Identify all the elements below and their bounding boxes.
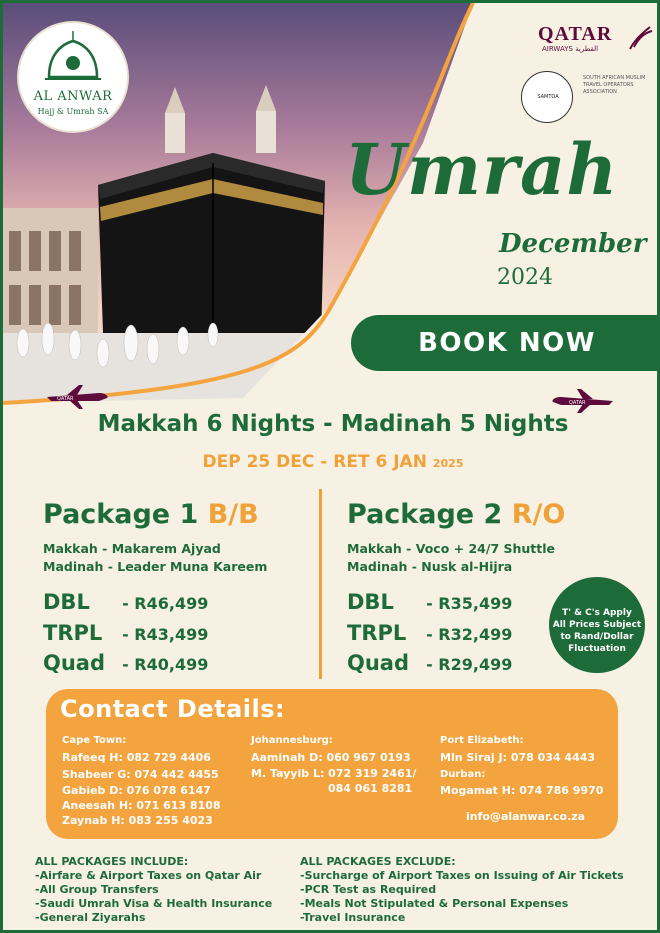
price-row xyxy=(43,621,208,645)
contact-line[interactable]: 084 061 8281 xyxy=(328,782,413,795)
seal-text: SAMTOA xyxy=(537,94,559,100)
price-row xyxy=(347,590,512,614)
hotel-makkah: Makkah - Voco + 24/7 Shuttle xyxy=(347,541,556,556)
room-type: TRPL xyxy=(347,621,407,645)
terms-line: T' & C's Apply xyxy=(562,608,632,618)
list-item: -Airfare & Airport Taxes on Qatar Air xyxy=(35,869,262,882)
al-anwar-logo xyxy=(19,23,127,131)
price-amount: - R40,499 xyxy=(122,655,209,674)
qatar-airways-logo xyxy=(538,23,658,57)
terms-line: All Prices Subject xyxy=(552,620,642,630)
dates-year: 2025 xyxy=(432,457,464,470)
excludes-list xyxy=(300,855,624,925)
contact-line[interactable]: Zaynab H: 083 255 4023 xyxy=(62,814,213,827)
room-type: Quad xyxy=(347,651,410,675)
association-caption: SOUTH AFRICAN MUSLIM TRAVEL OPERATORS ASSOCIATION xyxy=(583,75,646,95)
room-type: DBL xyxy=(347,590,394,614)
minaret-right xyxy=(256,111,276,153)
package-name: Package 2 xyxy=(347,499,503,530)
nights-summary: Makkah 6 Nights - Madinah 5 Nights xyxy=(97,411,569,437)
oryx-icon xyxy=(626,23,654,53)
city-label: Durban: xyxy=(440,769,486,780)
month-title: December xyxy=(499,229,647,259)
airline-name: QATAR xyxy=(538,23,613,45)
list-item: -Saudi Umrah Visa & Health Insurance xyxy=(35,897,273,910)
contact-line[interactable]: Shabeer G: 074 442 4455 xyxy=(62,768,219,781)
city-label: Cape Town: xyxy=(62,735,127,746)
plane-label: QATAR xyxy=(57,396,74,402)
year-title: 2024 xyxy=(497,265,553,290)
hotel-madinah: Madinah - Leader Muna Kareem xyxy=(43,559,268,574)
price-amount: - R32,499 xyxy=(426,625,513,644)
package-divider xyxy=(319,489,322,679)
contact-line[interactable]: Mln Siraj J: 078 034 4443 xyxy=(440,751,596,764)
package-board-code: B/B xyxy=(207,499,259,530)
list-item: -Meals Not Stipulated & Personal Expenses xyxy=(300,897,569,910)
price-amount: - R43,499 xyxy=(122,625,209,644)
list-item: -Travel Insurance xyxy=(300,911,406,924)
logo-name: AL ANWAR xyxy=(33,89,113,104)
city-label: Johannesburg: xyxy=(251,735,333,746)
book-now-button[interactable]: BOOK NOW xyxy=(351,315,660,371)
includes-list xyxy=(35,855,272,925)
excludes-title: ALL PACKAGES EXCLUDE: xyxy=(300,855,456,868)
plane-icon xyxy=(43,383,111,411)
mosque-dome-icon xyxy=(19,23,127,93)
hotel-makkah: Makkah - Makarem Ajyad xyxy=(43,541,221,556)
room-type: TRPL xyxy=(43,621,103,645)
hotel-madinah: Madinah - Nusk al-Hijra xyxy=(347,559,513,574)
price-amount: - R46,499 xyxy=(122,594,209,613)
logo-subtitle: Hajj & Umrah SA xyxy=(37,107,109,116)
terms-badge xyxy=(549,577,645,673)
list-item: -Surcharge of Airport Taxes on Issuing of Air Tickets xyxy=(300,869,624,882)
package-board-code: R/O xyxy=(511,499,566,530)
package-title xyxy=(43,499,267,530)
price-amount: - R35,499 xyxy=(426,594,513,613)
includes-title: ALL PACKAGES INCLUDE: xyxy=(35,855,189,868)
contact-line[interactable]: Gabieb D: 076 078 6147 xyxy=(62,784,211,797)
package-2 xyxy=(347,499,565,576)
price-row xyxy=(43,590,208,614)
price-row xyxy=(43,651,208,675)
price-amount: - R29,499 xyxy=(426,655,513,674)
package-1 xyxy=(43,499,267,576)
contact-panel xyxy=(46,689,618,839)
contact-line[interactable]: Rafeeq H: 082 729 4406 xyxy=(62,751,211,764)
umrah-title: Umrah xyxy=(345,128,619,211)
package-name: Package 1 xyxy=(43,499,199,530)
email-link[interactable]: info@alanwar.co.za xyxy=(466,810,586,823)
samtoa-seal xyxy=(521,71,573,123)
price-row xyxy=(347,621,512,645)
terms-line: Fluctuation xyxy=(568,644,626,654)
terms-line: to Rand/Dollar xyxy=(560,632,634,642)
travel-dates xyxy=(3,452,660,472)
city-label: Port Elizabeth: xyxy=(440,735,524,746)
hero-section xyxy=(3,3,660,413)
minaret-left xyxy=(165,113,185,153)
list-item: -PCR Test as Required xyxy=(300,883,437,896)
contact-line[interactable]: Aneesah H: 071 613 8108 xyxy=(62,799,221,812)
price-row xyxy=(347,651,512,675)
package-title xyxy=(347,499,565,530)
contact-title: Contact Details: xyxy=(60,695,286,723)
list-item: -General Ziyarahs xyxy=(35,911,146,924)
room-type: DBL xyxy=(43,590,90,614)
room-type: Quad xyxy=(43,651,106,675)
contact-line[interactable]: M. Tayyib L: 072 319 2461/ xyxy=(251,767,417,780)
plane-label: QATAR xyxy=(569,400,586,406)
dates-text: DEP 25 DEC - RET 6 JAN xyxy=(202,452,427,472)
airline-subtitle: AIRWAYS القطرية xyxy=(542,45,599,53)
list-item: -All Group Transfers xyxy=(35,883,159,896)
contact-line[interactable]: Mogamat H: 074 786 9970 xyxy=(440,784,604,797)
contact-line[interactable]: Aaminah D: 060 967 0193 xyxy=(251,751,411,764)
